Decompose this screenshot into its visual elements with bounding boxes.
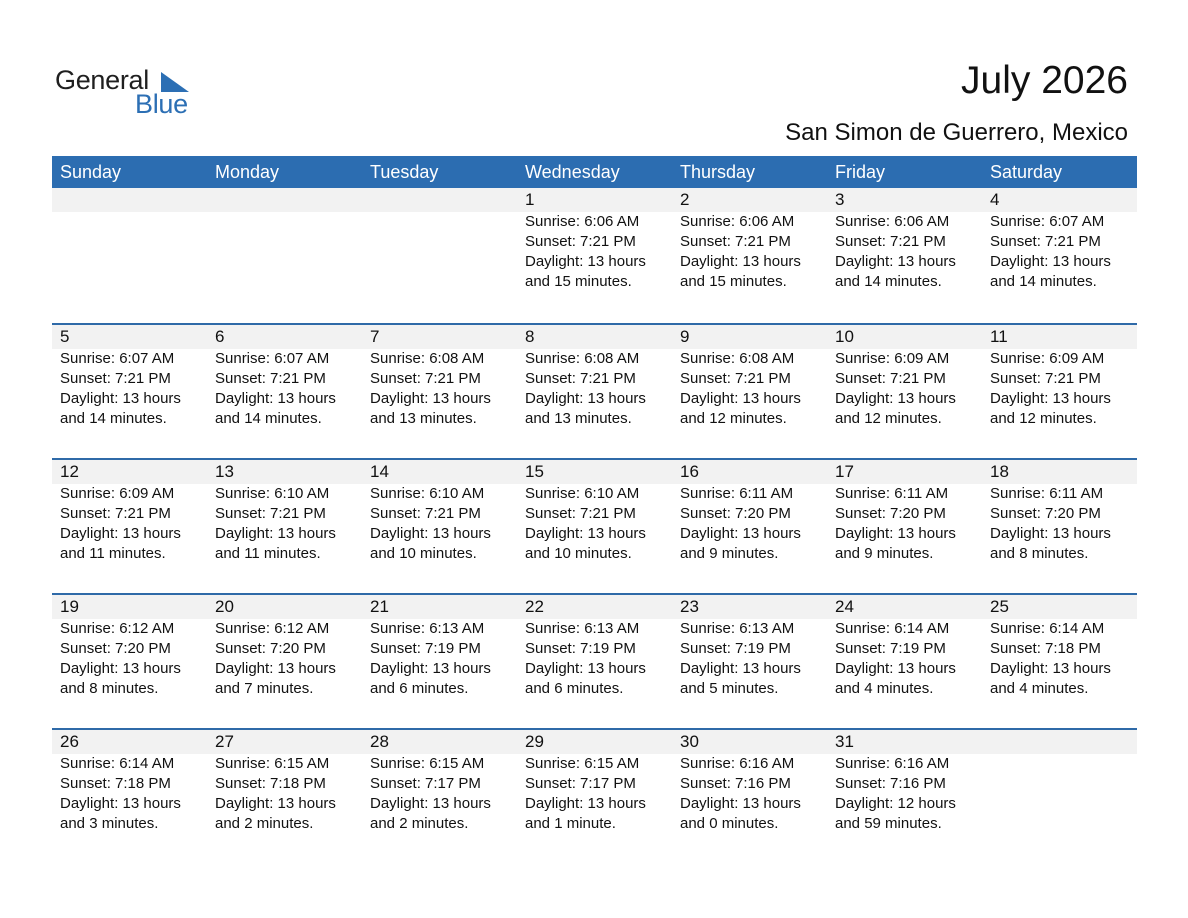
day-cell: [207, 595, 362, 725]
daylight-text: Daylight: 13 hours: [680, 525, 801, 542]
daylight-text: and 10 minutes.: [525, 545, 632, 562]
day-number: 30: [680, 732, 699, 751]
daylight-text: Daylight: 13 hours: [525, 525, 646, 542]
daylight-text: Daylight: 13 hours: [370, 795, 491, 812]
sunset-text: Sunset: 7:21 PM: [835, 370, 946, 387]
daylight-text: and 14 minutes.: [60, 410, 167, 427]
weekday-thursday: Thursday: [680, 162, 756, 182]
day-number: 5: [60, 327, 70, 346]
sunrise-text: Sunrise: 6:15 AM: [370, 755, 485, 772]
day-cell: [672, 730, 827, 860]
daylight-text: and 1 minute.: [525, 815, 616, 832]
daylight-text: Daylight: 13 hours: [835, 660, 956, 677]
empty-day-cell: [362, 188, 517, 318]
daylight-text: Daylight: 13 hours: [990, 253, 1111, 270]
sunset-text: Sunset: 7:16 PM: [680, 775, 791, 792]
sunrise-text: Sunrise: 6:08 AM: [680, 350, 795, 367]
day-number: 3: [835, 190, 845, 209]
day-number: 18: [990, 462, 1009, 481]
sunrise-text: Sunrise: 6:11 AM: [990, 485, 1104, 502]
daylight-text: Daylight: 13 hours: [680, 253, 801, 270]
daylight-text: and 12 minutes.: [680, 410, 787, 427]
daylight-text: and 4 minutes.: [835, 680, 934, 697]
empty-day-cell: [52, 188, 207, 318]
daylight-text: and 9 minutes.: [680, 545, 779, 562]
sunrise-text: Sunrise: 6:11 AM: [680, 485, 794, 502]
day-cell: [672, 325, 827, 455]
day-cell: [517, 188, 672, 318]
sunset-text: Sunset: 7:18 PM: [990, 640, 1101, 657]
week-row: [52, 593, 1137, 728]
day-cell: [207, 460, 362, 590]
daylight-text: and 12 minutes.: [990, 410, 1097, 427]
daylight-text: Daylight: 13 hours: [215, 660, 336, 677]
daylight-text: and 6 minutes.: [525, 680, 624, 697]
sunset-text: Sunset: 7:16 PM: [835, 775, 946, 792]
day-cell: [362, 460, 517, 590]
day-cell: [52, 460, 207, 590]
day-number: 12: [60, 462, 79, 481]
calendar-weeks: [52, 188, 1137, 863]
sunset-text: Sunset: 7:20 PM: [215, 640, 326, 657]
daylight-text: Daylight: 13 hours: [215, 525, 336, 542]
day-number: 9: [680, 327, 690, 346]
weekday-monday: Monday: [215, 162, 280, 182]
day-number: 8: [525, 327, 535, 346]
weekday-friday: Friday: [835, 162, 886, 182]
day-number: 11: [990, 327, 1008, 346]
day-number: 24: [835, 597, 854, 616]
sunrise-text: Sunrise: 6:07 AM: [990, 213, 1105, 230]
daylight-text: and 8 minutes.: [990, 545, 1089, 562]
weekday-wednesday: Wednesday: [525, 162, 620, 182]
day-cell: [827, 595, 982, 725]
sunset-text: Sunset: 7:21 PM: [60, 505, 171, 522]
sunset-text: Sunset: 7:19 PM: [370, 640, 481, 657]
day-number: 20: [215, 597, 234, 616]
day-number: 21: [370, 597, 389, 616]
sunrise-text: Sunrise: 6:14 AM: [990, 620, 1105, 637]
day-number: 31: [835, 732, 854, 751]
daylight-text: and 15 minutes.: [680, 273, 787, 290]
daylight-text: and 15 minutes.: [525, 273, 632, 290]
week-days: [52, 730, 1137, 860]
day-number: 25: [990, 597, 1009, 616]
week-days: [52, 595, 1137, 725]
empty-day-cell: [207, 188, 362, 318]
daylight-text: Daylight: 12 hours: [835, 795, 956, 812]
daylight-text: and 2 minutes.: [370, 815, 469, 832]
day-cell: [207, 730, 362, 860]
sunrise-text: Sunrise: 6:09 AM: [835, 350, 950, 367]
sunrise-text: Sunrise: 6:06 AM: [680, 213, 795, 230]
sunset-text: Sunset: 7:21 PM: [680, 233, 791, 250]
sunrise-text: Sunrise: 6:15 AM: [215, 755, 330, 772]
sunset-text: Sunset: 7:21 PM: [215, 370, 326, 387]
daylight-text: Daylight: 13 hours: [60, 660, 181, 677]
day-number: 10: [835, 327, 854, 346]
calendar: [52, 156, 1137, 863]
daylight-text: and 9 minutes.: [835, 545, 934, 562]
day-cell: [362, 730, 517, 860]
day-cell: [827, 188, 982, 318]
weekday-header: [52, 156, 1137, 188]
day-cell: [517, 730, 672, 860]
day-cell: [52, 325, 207, 455]
sunset-text: Sunset: 7:21 PM: [370, 370, 481, 387]
daylight-text: Daylight: 13 hours: [215, 390, 336, 407]
sunset-text: Sunset: 7:21 PM: [370, 505, 481, 522]
sunrise-text: Sunrise: 6:07 AM: [60, 350, 175, 367]
sunrise-text: Sunrise: 6:11 AM: [835, 485, 949, 502]
sunset-text: Sunset: 7:20 PM: [990, 505, 1101, 522]
sunrise-text: Sunrise: 6:16 AM: [835, 755, 950, 772]
sunset-text: Sunset: 7:21 PM: [680, 370, 791, 387]
week-days: [52, 460, 1137, 590]
daylight-text: Daylight: 13 hours: [525, 253, 646, 270]
day-number: 26: [60, 732, 79, 751]
sunset-text: Sunset: 7:18 PM: [60, 775, 171, 792]
daylight-text: and 0 minutes.: [680, 815, 779, 832]
week-days: [52, 325, 1137, 455]
sunset-text: Sunset: 7:21 PM: [990, 370, 1101, 387]
day-number: 23: [680, 597, 699, 616]
sunset-text: Sunset: 7:21 PM: [525, 233, 636, 250]
daylight-text: Daylight: 13 hours: [60, 795, 181, 812]
day-number: 27: [215, 732, 234, 751]
day-number: 28: [370, 732, 389, 751]
day-cell: [982, 325, 1137, 455]
daylight-text: Daylight: 13 hours: [680, 795, 801, 812]
logo-text-blue: Blue: [135, 89, 188, 119]
sunrise-text: Sunrise: 6:13 AM: [370, 620, 485, 637]
sunset-text: Sunset: 7:20 PM: [680, 505, 791, 522]
day-number: 7: [370, 327, 380, 346]
daylight-text: Daylight: 13 hours: [835, 525, 956, 542]
daylight-text: and 11 minutes.: [60, 545, 166, 562]
day-cell: [517, 595, 672, 725]
weekday-saturday: Saturday: [990, 162, 1063, 182]
generalblue-logo: [55, 64, 205, 120]
daylight-text: and 14 minutes.: [215, 410, 322, 427]
sunrise-text: Sunrise: 6:09 AM: [60, 485, 175, 502]
daylight-text: Daylight: 13 hours: [370, 525, 491, 542]
daylight-text: Daylight: 13 hours: [370, 660, 491, 677]
day-cell: [362, 325, 517, 455]
day-number: 4: [990, 190, 1000, 209]
daylight-text: and 11 minutes.: [215, 545, 321, 562]
day-cell: [672, 595, 827, 725]
sunset-text: Sunset: 7:19 PM: [525, 640, 636, 657]
sunrise-text: Sunrise: 6:16 AM: [680, 755, 795, 772]
day-cell: [827, 730, 982, 860]
sunset-text: Sunset: 7:17 PM: [370, 775, 481, 792]
day-cell: [362, 595, 517, 725]
daylight-text: and 6 minutes.: [370, 680, 469, 697]
sunrise-text: Sunrise: 6:15 AM: [525, 755, 640, 772]
weekday-sunday: Sunday: [60, 162, 122, 182]
sunrise-text: Sunrise: 6:08 AM: [370, 350, 485, 367]
day-number: 14: [370, 462, 389, 481]
logo-text-general: General: [55, 65, 149, 95]
day-cell: [982, 460, 1137, 590]
daylight-text: Daylight: 13 hours: [680, 390, 801, 407]
daylight-text: Daylight: 13 hours: [215, 795, 336, 812]
day-cell: [52, 595, 207, 725]
location-subtitle: San Simon de Guerrero, Mexico: [785, 119, 1128, 146]
sunrise-text: Sunrise: 6:14 AM: [60, 755, 175, 772]
sunrise-text: Sunrise: 6:12 AM: [215, 620, 330, 637]
sunset-text: Sunset: 7:19 PM: [835, 640, 946, 657]
day-cell: [52, 730, 207, 860]
day-number: 19: [60, 597, 79, 616]
week-row: [52, 458, 1137, 593]
sunset-text: Sunset: 7:21 PM: [525, 505, 636, 522]
daylight-text: and 10 minutes.: [370, 545, 477, 562]
sunrise-text: Sunrise: 6:13 AM: [525, 620, 640, 637]
daylight-text: Daylight: 13 hours: [370, 390, 491, 407]
day-cell: [982, 595, 1137, 725]
daylight-text: and 4 minutes.: [990, 680, 1089, 697]
day-number: 2: [680, 190, 690, 209]
day-cell: [517, 460, 672, 590]
sunrise-text: Sunrise: 6:10 AM: [525, 485, 640, 502]
daylight-text: Daylight: 13 hours: [60, 390, 181, 407]
day-number: 6: [215, 327, 225, 346]
sunrise-text: Sunrise: 6:06 AM: [525, 213, 640, 230]
week-row: [52, 728, 1137, 863]
week-row: [52, 323, 1137, 458]
day-cell: [982, 188, 1137, 318]
daylight-text: Daylight: 13 hours: [990, 660, 1111, 677]
daylight-text: and 2 minutes.: [215, 815, 314, 832]
sunset-text: Sunset: 7:21 PM: [990, 233, 1101, 250]
sunset-text: Sunset: 7:21 PM: [60, 370, 171, 387]
sunset-text: Sunset: 7:18 PM: [215, 775, 326, 792]
sunrise-text: Sunrise: 6:06 AM: [835, 213, 950, 230]
day-number: 1: [525, 190, 535, 209]
sunset-text: Sunset: 7:20 PM: [60, 640, 171, 657]
daylight-text: Daylight: 13 hours: [990, 390, 1111, 407]
sunrise-text: Sunrise: 6:07 AM: [215, 350, 330, 367]
sunset-text: Sunset: 7:20 PM: [835, 505, 946, 522]
day-cell: [827, 325, 982, 455]
month-title: July 2026: [961, 59, 1128, 102]
week-days: [52, 188, 1137, 318]
daylight-text: Daylight: 13 hours: [990, 525, 1111, 542]
day-cell: [672, 460, 827, 590]
daylight-text: and 7 minutes.: [215, 680, 314, 697]
sunrise-text: Sunrise: 6:08 AM: [525, 350, 640, 367]
sunset-text: Sunset: 7:21 PM: [835, 233, 946, 250]
daylight-text: and 59 minutes.: [835, 815, 942, 832]
daylight-text: Daylight: 13 hours: [60, 525, 181, 542]
daylight-text: and 5 minutes.: [680, 680, 779, 697]
day-cell: [517, 325, 672, 455]
daylight-text: Daylight: 13 hours: [835, 390, 956, 407]
daylight-text: and 8 minutes.: [60, 680, 159, 697]
daylight-text: and 13 minutes.: [525, 410, 632, 427]
daylight-text: and 13 minutes.: [370, 410, 477, 427]
sunrise-text: Sunrise: 6:13 AM: [680, 620, 795, 637]
sunrise-text: Sunrise: 6:09 AM: [990, 350, 1105, 367]
daylight-text: Daylight: 13 hours: [525, 660, 646, 677]
daylight-text: Daylight: 13 hours: [525, 795, 646, 812]
sunset-text: Sunset: 7:19 PM: [680, 640, 791, 657]
sunrise-text: Sunrise: 6:12 AM: [60, 620, 175, 637]
day-number: 16: [680, 462, 699, 481]
daylight-text: Daylight: 13 hours: [525, 390, 646, 407]
sunset-text: Sunset: 7:21 PM: [215, 505, 326, 522]
sunrise-text: Sunrise: 6:10 AM: [215, 485, 330, 502]
empty-day-cell: [982, 730, 1137, 860]
day-number: 17: [835, 462, 854, 481]
sunrise-text: Sunrise: 6:10 AM: [370, 485, 485, 502]
daylight-text: and 12 minutes.: [835, 410, 942, 427]
day-cell: [827, 460, 982, 590]
sunset-text: Sunset: 7:21 PM: [525, 370, 636, 387]
daylight-text: Daylight: 13 hours: [835, 253, 956, 270]
sunset-text: Sunset: 7:17 PM: [525, 775, 636, 792]
daylight-text: and 14 minutes.: [835, 273, 942, 290]
day-cell: [672, 188, 827, 318]
daylight-text: Daylight: 13 hours: [680, 660, 801, 677]
weekday-tuesday: Tuesday: [370, 162, 439, 182]
day-number: 13: [215, 462, 234, 481]
day-number: 22: [525, 597, 544, 616]
daylight-text: and 14 minutes.: [990, 273, 1097, 290]
daylight-text: and 3 minutes.: [60, 815, 159, 832]
day-number: 29: [525, 732, 544, 751]
day-cell: [207, 325, 362, 455]
week-row: [52, 188, 1137, 323]
sunrise-text: Sunrise: 6:14 AM: [835, 620, 950, 637]
day-number: 15: [525, 462, 544, 481]
